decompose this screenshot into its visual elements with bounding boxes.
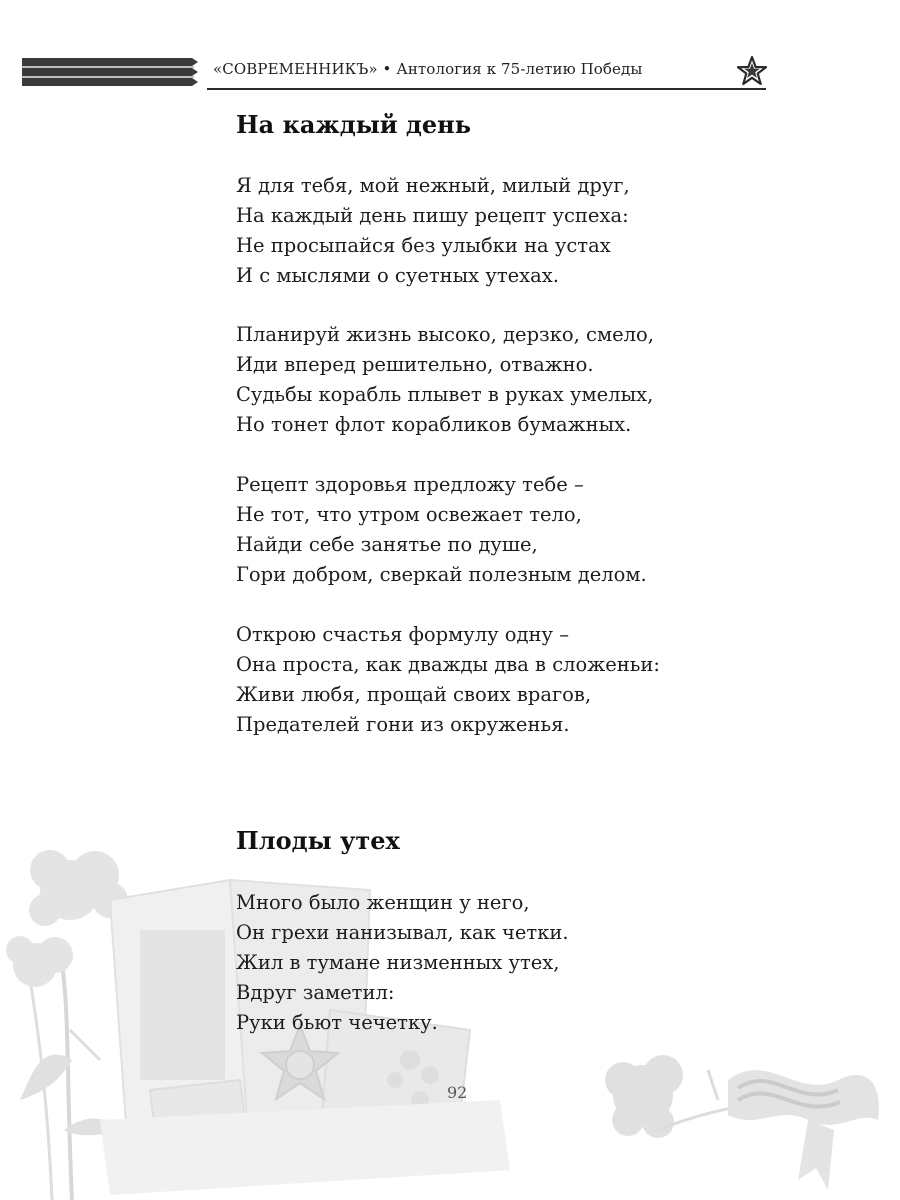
poem-line: Она проста, как дважды два в сложеньи: [236,653,660,676]
poem-line: На каждый день пишу рецепт успеха: [236,204,629,227]
poem-line: Живи любя, прощай своих врагов, [236,683,592,706]
poem-line: Открою счастья формулу одну – [236,623,569,646]
stanza [236,620,660,740]
stanza [236,320,654,440]
carnation-ribbon-decoration [598,1040,900,1200]
poem-line: Планируй жизнь высоко, дерзко, смело, [236,323,654,346]
poem-line: Я для тебя, мой нежный, милый друг, [236,174,630,197]
header-divider [207,88,766,90]
poem-line: Вдруг заметил: [236,981,395,1004]
poem-title: На каждый день [236,110,472,139]
poem-title: Плоды утех [236,826,400,855]
poem-line: Гори добром, сверкай полезным делом. [236,563,647,586]
poem-line: И с мыслями о суетных утехах. [236,264,559,287]
poem-line: Но тонет флот корабликов бумажных. [236,413,632,436]
poem-line: Жил в тумане низменных утех, [236,951,560,974]
star-icon [736,55,768,87]
running-header: «СОВРЕМЕННИКЪ» • Антология к 75-летию Победы [213,60,643,78]
poem-line: Судьбы корабль плывет в руках умелых, [236,383,654,406]
ribbon-stripes-icon [22,56,198,88]
stanza [236,470,647,590]
poem-line: Не тот, что утром освежает тело, [236,503,582,526]
poem-line: Рецепт здоровья предложу тебе – [236,473,584,496]
page-number: 92 [447,1083,468,1102]
poem-line: Много было женщин у него, [236,891,530,914]
stanza [236,888,569,1038]
poem-line: Найди себе занятье по душе, [236,533,538,556]
poem-line: Он грехи нанизывал, как четки. [236,921,569,944]
poem-line: Не просыпайся без улыбки на устах [236,234,611,257]
poem-line: Руки бьют чечетку. [236,1011,438,1034]
poem-line: Иди вперед решительно, отважно. [236,353,594,376]
poem-line: Предателей гони из окруженья. [236,713,570,736]
stanza [236,171,630,291]
